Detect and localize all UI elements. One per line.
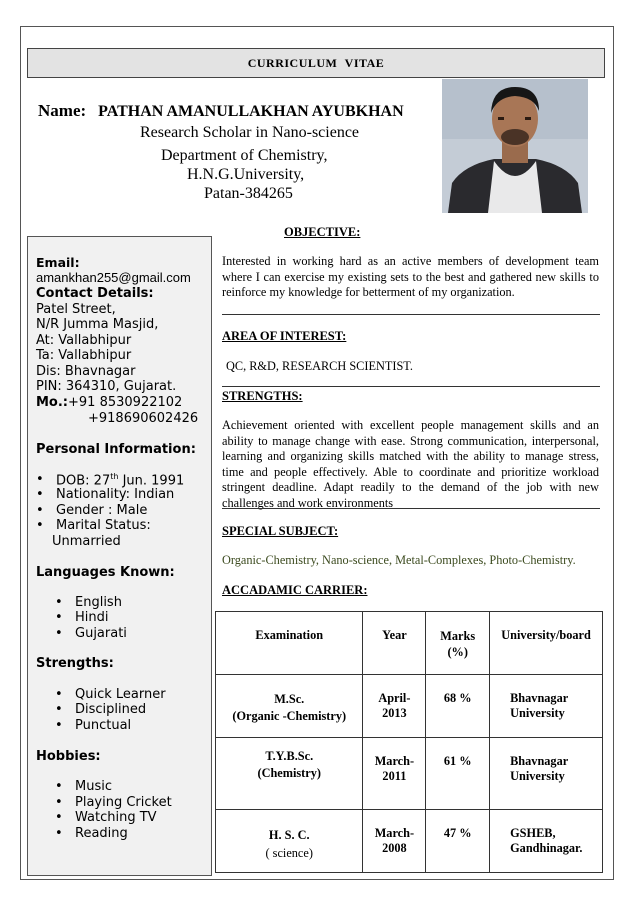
strengths-heading: STRENGTHS: <box>222 389 303 403</box>
bullet-icon: • <box>55 826 63 841</box>
board-cell: Bhavnagar University <box>490 675 603 738</box>
marital-value: Unmarried <box>52 534 121 549</box>
interest-heading: AREA OF INTEREST: <box>222 329 347 343</box>
bullet-icon: • <box>36 518 44 533</box>
dob-item: DOB: 27th Jun. 1991 <box>56 472 185 489</box>
header-line-city: Patan-384265 <box>204 185 293 202</box>
table-row <box>216 810 603 873</box>
bullet-icon: • <box>55 687 63 702</box>
hobby-item: Watching TV <box>75 810 157 825</box>
address-line: Patel Street, <box>36 302 116 317</box>
strengths-sidebar-heading: Strengths: <box>36 656 114 671</box>
address-line: Dis: Bhavnagar <box>36 364 136 379</box>
objective-heading: OBJECTIVE: <box>284 225 361 239</box>
table-row <box>216 738 603 810</box>
language-item: Gujarati <box>75 626 127 641</box>
header-cell-year: Year <box>363 612 426 675</box>
year-cell: April- 2013 <box>363 675 426 738</box>
board-cell: Bhavnagar University <box>490 738 603 810</box>
full-name: PATHAN AMANULLAKHAN AYUBKHAN <box>98 103 404 120</box>
hobby-item: Reading <box>75 826 128 841</box>
cv-title: CURRICULUM VITAE <box>247 55 385 70</box>
year-cell: March- 2011 <box>363 738 426 810</box>
marks-cell: 47 % <box>426 810 490 873</box>
header-cell-board: University/board <box>490 612 603 675</box>
bullet-icon: • <box>55 595 63 610</box>
special-subject-text: Organic-Chemistry, Nano-science, Metal-Complexes, Photo-Chemistry. <box>222 553 576 567</box>
contact-heading: Contact Details: <box>36 286 154 301</box>
strengths-text: Achievement oriented with excellent people management skills and an ability to manage change with ease. Strong communication, interpersonal, learning and organizing skills matched with the ability to manage stress, time and people effectively. Able to coordinate and prioritize workload stringent deadline. Adapt readily to the demand of the job with new challenges and work environments <box>222 418 599 510</box>
bullet-icon: • <box>55 810 63 825</box>
address-line: PIN: 364310, Gujarat. <box>36 379 177 394</box>
bullet-icon: • <box>55 795 63 810</box>
marks-cell: 61 % <box>426 738 490 810</box>
mobile-label: Mo.: <box>36 395 69 410</box>
academic-table <box>215 611 603 873</box>
special-subject-heading: SPECIAL SUBJECT: <box>222 524 339 538</box>
language-item: English <box>75 595 122 610</box>
mobile-number-1: +91 8530922102 <box>68 395 183 410</box>
name-line <box>38 101 404 121</box>
bullet-icon: • <box>55 779 63 794</box>
bullet-icon: • <box>55 702 63 717</box>
email-link[interactable]: amankhan255@gmail.com <box>36 270 191 285</box>
header-cell-exam: Examination <box>216 612 363 675</box>
email-label: Email: <box>36 255 80 270</box>
cv-title-bar <box>27 48 605 78</box>
objective-text: Interested in working hard as an active members of development team where I can exercise my existing sets to the best and gathered new skills to reinforce my knowledge for betterment of my organization. <box>222 254 599 300</box>
strength-item: Punctual <box>75 718 132 733</box>
strength-item: Quick Learner <box>75 687 166 702</box>
header-cell-marks: Marks (%) <box>426 612 490 675</box>
strength-item: Disciplined <box>75 702 147 717</box>
marital-item: Marital Status: <box>56 518 151 533</box>
address-line: N/R Jumma Masjid, <box>36 317 159 332</box>
header-line-university: H.N.G.University, <box>187 166 305 183</box>
languages-heading: Languages Known: <box>36 565 175 580</box>
divider <box>222 508 600 509</box>
hobbies-heading: Hobbies: <box>36 749 101 764</box>
bullet-icon: • <box>36 487 44 502</box>
table-header-row <box>216 612 603 675</box>
bullet-icon: • <box>55 626 63 641</box>
exam-cell: T.Y.B.Sc. (Chemistry) <box>216 738 363 810</box>
board-cell: GSHEB, Gandhinagar. <box>490 810 603 873</box>
bullet-icon: • <box>36 503 44 518</box>
mobile-line <box>36 395 182 410</box>
divider <box>222 386 600 387</box>
year-cell: March- 2008 <box>363 810 426 873</box>
hobby-item: Music <box>75 779 112 794</box>
marks-cell: 68 % <box>426 675 490 738</box>
bullet-icon: • <box>55 718 63 733</box>
bullet-icon: • <box>55 610 63 625</box>
header-line-title: Research Scholar in Nano-science <box>140 124 360 141</box>
portrait-image <box>442 79 588 213</box>
language-item: Hindi <box>75 610 109 625</box>
personal-heading: Personal Information: <box>36 442 196 457</box>
table-row <box>216 675 603 738</box>
bullet-icon: • <box>36 472 44 487</box>
academic-heading: ACCADAMIC CARRIER: <box>222 583 368 597</box>
mobile-number-2: +918690602426 <box>88 411 199 426</box>
name-label: Name: <box>38 101 87 120</box>
address-line: At: Vallabhipur <box>36 333 132 348</box>
gender-item: Gender : Male <box>56 503 148 518</box>
hobby-item: Playing Cricket <box>75 795 172 810</box>
exam-cell: H. S. C. ( science) <box>216 810 363 873</box>
exam-cell: M.Sc. (Organic -Chemistry) <box>216 675 363 738</box>
nationality-item: Nationality: Indian <box>56 487 175 502</box>
profile-photo <box>442 79 588 213</box>
divider <box>222 314 600 315</box>
address-line: Ta: Vallabhipur <box>36 348 132 363</box>
interest-text: QC, R&D, RESEARCH SCIENTIST. <box>226 359 413 373</box>
header-line-department: Department of Chemistry, <box>161 147 328 164</box>
